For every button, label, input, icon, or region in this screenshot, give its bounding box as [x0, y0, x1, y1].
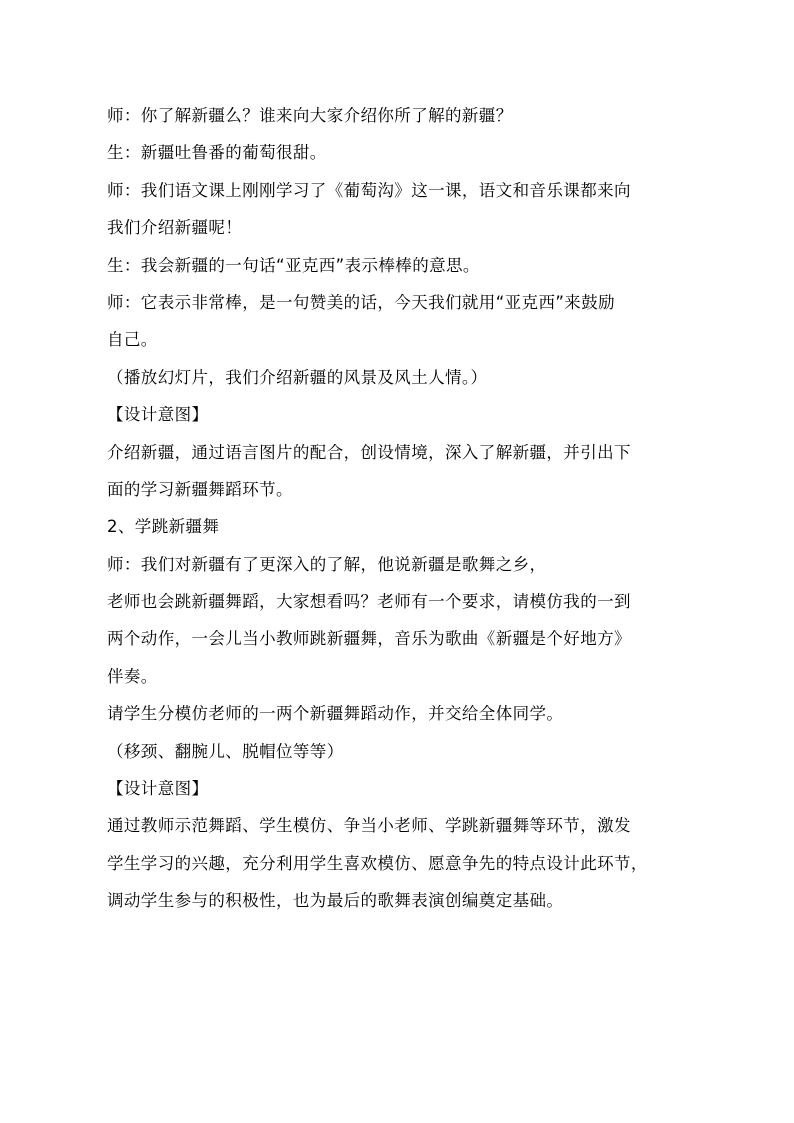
text-line: 师：你了解新疆么？谁来向大家介绍你所了解的新疆？ — [107, 106, 513, 125]
section-heading: 【设计意图】 — [107, 405, 209, 425]
text-line: 面的学习新疆舞蹈环节。 — [107, 479, 293, 499]
text-line: （移颈、翻腕儿、脱帽位等等） — [107, 741, 344, 761]
text-line: 通过教师示范舞蹈、学生模仿、争当小老师、学跳新疆舞等环节，激发 — [107, 816, 631, 836]
text-line: 师：我们语文课上刚刚学习了《葡萄沟》这一课，语文和音乐课都来向 — [107, 180, 631, 200]
section-heading: 2、学跳新疆舞 — [107, 517, 220, 537]
text-line: 自己。 — [107, 330, 158, 350]
text-line: 师：它表示非常棒，是一句赞美的话，今天我们就用“亚克西”来鼓励 — [107, 292, 615, 312]
text-line: 两个动作，一会儿当小教师跳新疆舞，音乐为歌曲《新疆是个好地方》 — [107, 629, 631, 649]
text-line: 学生学习的兴趣，充分利用学生喜欢模仿、愿意争先的特点设计此环节， — [107, 853, 648, 873]
text-line: 请学生分模仿老师的一两个新疆舞蹈动作，并交给全体同学。 — [107, 704, 564, 724]
text-line: 生：新疆吐鲁番的葡萄很甜。 — [107, 143, 327, 163]
section-heading: 【设计意图】 — [107, 779, 209, 799]
text-line: 介绍新疆，通过语言图片的配合，创设情境，深入了解新疆，并引出下 — [107, 442, 631, 462]
text-line: 生：我会新疆的一句话“亚克西”表示棒棒的意思。 — [107, 255, 480, 275]
text-line: 伴奏。 — [107, 666, 158, 686]
text-line: 我们介绍新疆呢！ — [107, 218, 243, 238]
text-line: 师：我们对新疆有了更深入的了解，他说新疆是歌舞之乡， — [107, 554, 547, 574]
document-body — [107, 97, 689, 920]
text-line: （播放幻灯片，我们介绍新疆的风景及风土人情。） — [107, 367, 488, 387]
text-line: 调动学生参与的积极性，也为最后的歌舞表演创编奠定基础。 — [107, 891, 564, 911]
text-line: 老师也会跳新疆舞蹈，大家想看吗？老师有一个要求，请模仿我的一到 — [107, 592, 631, 612]
